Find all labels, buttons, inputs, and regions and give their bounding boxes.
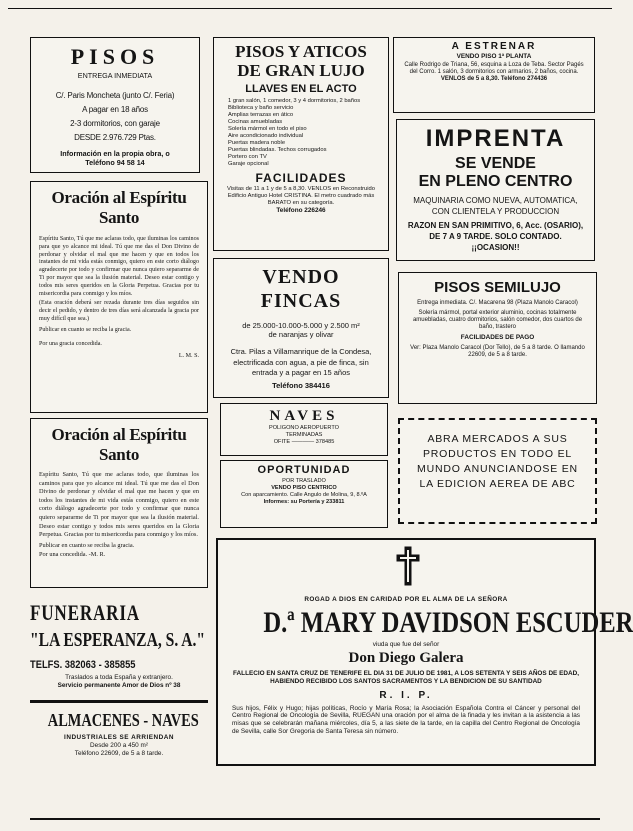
ad-line: VENDO PISO CENTRICO bbox=[271, 485, 337, 491]
obituary-death: FALLECIO EN SANTA CRUZ DE TENERIFE EL DIA 31 DE JULIO DE 1981, A LOS SETENTA Y SEIS AÑOS DE EDAD, HABIENDO RECIBIDO LOS SANTOS SACRAMENTOS Y LA BENDICION DE SU SANTIDAD bbox=[233, 670, 579, 685]
ad-title-2: DE GRAN LUJO bbox=[237, 61, 365, 80]
ad-body: Espíritu Santo, Tú que me aclaras todo, que iluminas los caminos para que yo alcance mi ideal. Tú que me das el Don Divino de perdonar y olvidar el mal que me hacen y que en todos los instantes de mi vida estás conmigo, quiero en este corto diálogo agradecerte por todo y confirmar que nunca quiero separarme de Ti por mayor que sea la ilusión material. Deseo estar contigo y todos mis seres queridos en la Gloria Perpetua. Gracias por tu misericordia para conmigo y los míos. bbox=[39, 471, 199, 539]
ad-line: Entrega inmediata. C/. Macarena 98 (Plaza Manolo Caracol) bbox=[417, 300, 578, 306]
ad-title: IMPRENTA bbox=[425, 125, 566, 152]
ad-item: Portero con TV bbox=[228, 154, 267, 160]
ad-title: OPORTUNIDAD bbox=[257, 464, 351, 476]
obituary-name: D.ª MARY DAVIDSON ESCUDER bbox=[263, 606, 633, 639]
ad-oportunidad bbox=[220, 460, 388, 528]
ad-item: Garaje opcional bbox=[228, 161, 269, 167]
ad-item: Cocinas amuebladas bbox=[228, 119, 283, 125]
ad-line: de 25.000-10.000-5.000 y 2.500 m² bbox=[242, 321, 360, 330]
obituary-body: Sus hijos, Félix y Hugo; hijas políticas, Rocío y María Rosa; la Asociación Española Contra el Cáncer y personal del Centro Regional de Oncología de Sevilla, RUEGAN una oración por el alma de la finada y les invitan a la asistencia a las misas que se celebrarán mañana miércoles, día 5, a las siete de la tarde, en la capilla del Centro Regional de Oncología de Sevilla, calle Sor Gregoria de Santa Teresa sin número. bbox=[232, 704, 580, 735]
ad-line: Con aparcamiento. Calle Angulo de Molina, 9, 8.ºA bbox=[241, 492, 367, 498]
ad-title: VENDO FINCAS bbox=[260, 266, 342, 312]
ad-subtitle-2: EN PLENO CENTRO bbox=[418, 173, 573, 190]
obituary-widow: viuda que fue del señor bbox=[372, 641, 440, 648]
ad-body: ABRA MERCADOS A SUS PRODUCTOS EN TODO EL MUNDO ANUNCIANDOSE EN LA EDICION AEREA DE ABC bbox=[417, 433, 578, 490]
ad-publish: Publicar en cuanto se reciba la gracia. bbox=[39, 326, 132, 333]
ad-title: ALMACENES - NAVES bbox=[47, 710, 199, 730]
ad-subtitle: ENTREGA INMEDIATA bbox=[77, 71, 153, 80]
ad-subtitle: LLAVES EN EL ACTO bbox=[245, 83, 357, 95]
ad-item: Puertas madera noble bbox=[228, 140, 286, 146]
ad-title: PISOS Y ATICOS bbox=[235, 42, 367, 61]
ad-imprenta bbox=[396, 119, 595, 261]
cross-icon bbox=[395, 546, 421, 586]
ad-publish: Publicar en cuanto se reciba la gracia. bbox=[39, 541, 135, 549]
ad-line: C/. Paris Moncheta (junto C/. Feria) bbox=[55, 91, 175, 100]
ad-phones: TELFS. 382063 - 385855 bbox=[30, 659, 136, 671]
ad-title: PISOS bbox=[70, 44, 160, 69]
ad-line: POR TRASLADO bbox=[282, 478, 326, 484]
obituary-header: ROGAD A DIOS EN CARIDAD POR EL ALMA DE LA SEÑORA bbox=[304, 596, 508, 603]
ad-item: Puertas blindadas. Techos corrugados bbox=[228, 147, 327, 153]
ad-line: A pagar en 18 años bbox=[82, 105, 148, 114]
ad-title-2: "LA ESPERANZA, S. A." bbox=[30, 629, 206, 651]
ad-body: MAQUINARIA COMO NUEVA, AUTOMATICA, CON CLIENTELA Y PRODUCCION bbox=[413, 196, 578, 216]
ad-line: Ctra. Pilas a Villamanrique de la Condesa, electrificada con agua, a pie de finca, sin entrada y a pagar en 15 años bbox=[230, 347, 372, 377]
ad-line: Informes: su Portería y 233811 bbox=[263, 499, 345, 505]
ad-naves bbox=[220, 403, 388, 456]
ad-razon: RAZON EN SAN PRIMITIVO, 6, Acc. (OSARIO), DE 7 A 9 TARDE. SOLO CONTADO. ¡¡OCASION!! bbox=[407, 221, 584, 252]
ad-line: Traslados a toda España y extranjero. bbox=[65, 674, 173, 681]
ad-pisos-lujo bbox=[213, 37, 389, 251]
ad-line: Desde 200 a 450 m² bbox=[90, 742, 148, 749]
ad-item: Aire acondicionado individual bbox=[228, 133, 304, 139]
ad-title: Oración al Espíritu Santo bbox=[51, 188, 187, 227]
obituary-rip: R. I. P. bbox=[379, 689, 433, 701]
ad-thanks: Por una concedida. -M. R. bbox=[39, 550, 106, 558]
ad-line: de naranjas y olivar bbox=[268, 330, 334, 339]
ad-oracion-1 bbox=[30, 181, 208, 413]
ad-estrenar bbox=[393, 37, 595, 113]
ad-item: Amplias terrazas en ático bbox=[228, 112, 294, 118]
ad-line: Servicio permanente Amor de Dios nº 38 bbox=[57, 682, 181, 689]
ad-item: Solería mármol en todo el piso bbox=[228, 126, 307, 132]
ad-title: Oración al Espíritu Santo bbox=[51, 425, 187, 464]
ad-line: OFITE ———— 378485 bbox=[273, 439, 335, 445]
ad-item: Biblioteca y baño servicio bbox=[228, 105, 294, 111]
ad-title: A ESTRENAR bbox=[451, 41, 537, 52]
ad-almacenes bbox=[30, 700, 208, 766]
obituary-notice bbox=[216, 538, 633, 766]
ad-info: Información en la propia obra, o bbox=[60, 149, 170, 158]
ad-phone: Teléfono 94 58 14 bbox=[85, 158, 145, 167]
ad-thanks: Por una gracia concedida. bbox=[39, 340, 102, 347]
ad-line: VENDO PISO 1ª PLANTA bbox=[456, 53, 532, 60]
ad-title: FUNERARIA bbox=[30, 600, 140, 625]
ad-line: TERMINADAS bbox=[285, 432, 323, 438]
obituary-husband: Don Diego Galera bbox=[348, 650, 464, 666]
ad-line: Calle Rodrigo de Triana, 56, esquina a Loza de Teba. Sector Pagés del Corro. 1 salón, 3 dormitorios con armarios, 2 baños, cocina. bbox=[404, 62, 584, 76]
ad-item: 1 gran salón, 1 comedor, 3 y 4 dormitorios, 2 baños bbox=[228, 98, 361, 104]
top-rule bbox=[8, 8, 612, 9]
ad-line: Ver: Plaza Manolo Caracol (Dor Tello), de 5 a 8 tarde. O llamando 22609, de 5 a 8 tarde. bbox=[410, 345, 585, 358]
ad-line: Solería mármol, portal exterior aluminio, cocinas totalmente amuebladas, cuatro dormitorios, salón comedor, dos cuartos de baño, trastero bbox=[412, 310, 583, 330]
ad-subtitle: SE VENDE bbox=[455, 155, 536, 172]
ad-facilities-text: Visitas de 11 a 1 y de 5 a 8,30. VENLOS en Reconstruido Edificio Antiguo Hotel CRISTINA. El metro cuadrado más BARATO en su categoría. bbox=[226, 186, 376, 206]
ad-line: 2-3 dormitorios, con garaje bbox=[70, 119, 160, 128]
ad-line: Teléfono 22609, de 5 a 8 tarde. bbox=[74, 750, 164, 757]
ad-pisos-entrega bbox=[30, 37, 200, 173]
ad-funeraria bbox=[30, 600, 208, 696]
ad-note: (Esta oración deberá ser rezada durante tres días seguidos sin decir el pedido, y dentro de tres días será alcanzada la gracia por muy difícil que sea.) bbox=[39, 300, 199, 322]
ad-facilities-title: FACILIDADES bbox=[255, 171, 347, 185]
ad-facilities: FACILIDADES DE PAGO bbox=[460, 334, 535, 341]
ad-abc bbox=[398, 418, 597, 524]
ad-oracion-2 bbox=[30, 418, 208, 588]
ad-title: PISOS SEMILUJO bbox=[434, 279, 561, 296]
bottom-rule bbox=[30, 818, 600, 820]
ad-phone: Teléfono 384416 bbox=[272, 380, 330, 390]
ad-body: Espíritu Santo, Tú que me aclaras todo, que iluminas los caminos para que yo alcance mi ideal. Tú que me das el Don Divino de perdonar y olvidar el mal que me hacen y que en todos los instantes de mi vida estás conmigo, quiero en este corto diálogo agradecerte por todo y confirmar que nunca quiero separarme de Ti por mayor que sea la ilusión material. Deseo estar contigo y todos mis seres queridos en la Gloria Perpetua. Gracias por tu misericordia para conmigo y los míos. bbox=[39, 236, 199, 297]
ad-fincas bbox=[213, 258, 389, 398]
ad-line: VENLOS de 5 a 8,30. Teléfono 274436 bbox=[440, 76, 548, 83]
ad-line: DESDE 2.976.729 Ptas. bbox=[74, 133, 156, 142]
ad-line: INDUSTRIALES SE ARRIENDAN bbox=[64, 734, 174, 741]
ad-title: NAVES bbox=[269, 408, 339, 424]
ad-phone: Teléfono 226246 bbox=[276, 207, 326, 214]
ad-signature: L. M. S. bbox=[178, 352, 199, 359]
ad-semilujo bbox=[398, 272, 597, 404]
ad-line: POLIGONO AEROPUERTO bbox=[268, 425, 340, 431]
